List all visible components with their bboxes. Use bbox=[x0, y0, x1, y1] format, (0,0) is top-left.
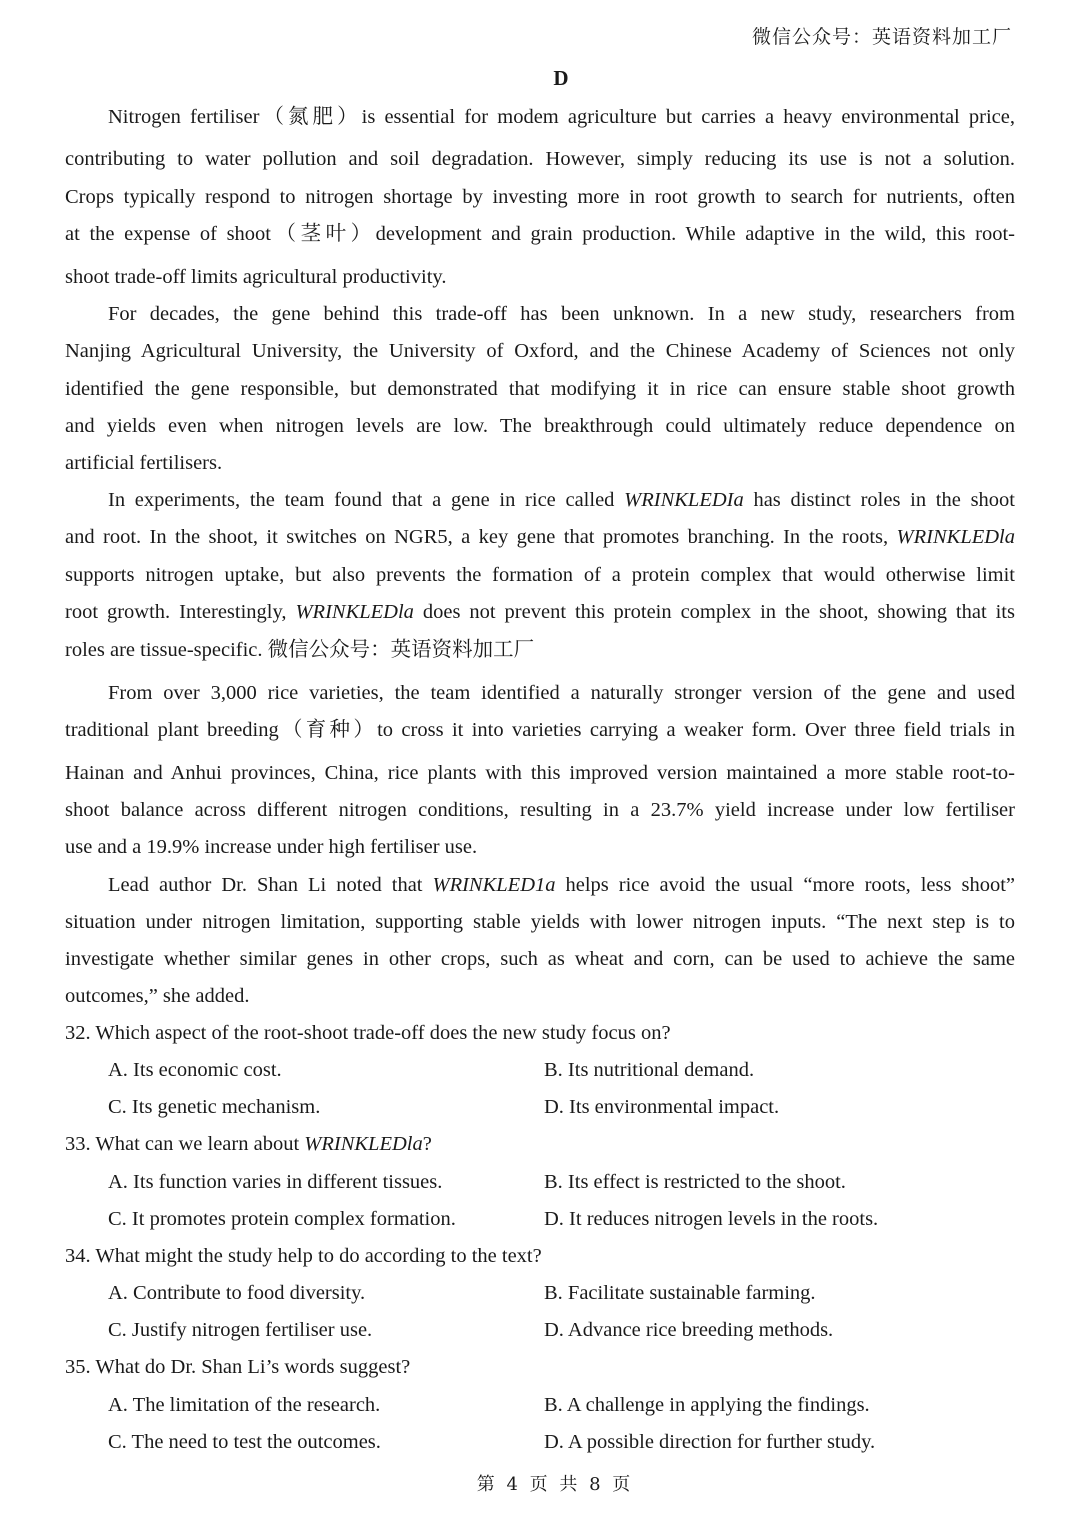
paragraph-1-line bbox=[108, 103, 1015, 131]
section-title: D bbox=[553, 66, 569, 90]
paragraph-2-line bbox=[65, 412, 1015, 440]
answer-option-b[interactable]: B. A challenge in applying the findings. bbox=[544, 1394, 870, 1416]
question-stem bbox=[65, 1019, 1015, 1047]
answer-option-c[interactable]: C. Justify nitrogen fertiliser use. bbox=[108, 1319, 373, 1341]
answer-option-d[interactable]: D. It reduces nitrogen levels in the roots. bbox=[544, 1208, 879, 1230]
text-run: supports nitrogen uptake, but also prevents the formation of a protein complex that would otherwise limit bbox=[65, 564, 1015, 586]
text-run: has distinct roles in the shoot bbox=[743, 489, 1015, 511]
paragraph-3-line bbox=[65, 561, 1015, 589]
paragraph-1-line bbox=[65, 145, 1015, 173]
text-run: roles are tissue-specific. 微信公众号：英语资料加工厂 bbox=[65, 639, 535, 661]
text-run: investigate whether similar genes in other crops, such as wheat and corn, can be used to achieve the same bbox=[65, 948, 1015, 970]
text-run: shoot trade-off limits agricultural productivity. bbox=[65, 266, 447, 288]
question-stem bbox=[65, 1353, 1015, 1381]
paragraph-3-line bbox=[65, 523, 1015, 551]
question-stem bbox=[65, 1242, 1015, 1270]
text-run: shoot balance across different nitrogen conditions, resulting in a 23.7% yield increase under low fertiliser bbox=[65, 799, 1015, 821]
text-run: 32. Which aspect of the root-shoot trade-off does the new study focus on? bbox=[65, 1022, 671, 1044]
text-run: root growth. Interestingly, bbox=[65, 601, 296, 623]
paragraph-4-line bbox=[108, 679, 1015, 707]
answer-option-d[interactable]: D. A possible direction for further study. bbox=[544, 1431, 876, 1453]
text-run: and yields even when nitrogen levels are low. The breakthrough could ultimately reduce dependence on bbox=[65, 415, 1015, 437]
text-run: Crops typically respond to nitrogen shortage by investing more in root growth to search for nutrients, often bbox=[65, 186, 1015, 208]
paragraph-5-line bbox=[65, 945, 1015, 973]
gene-name: WRINKLEDla bbox=[896, 526, 1015, 548]
text-run: 34. What might the study help to do according to the text? bbox=[65, 1245, 542, 1267]
paragraph-1-line bbox=[65, 263, 1015, 291]
text-run: From over 3,000 rice varieties, the team identified a naturally stronger version of the gene and used bbox=[108, 682, 1015, 704]
text-run: Nanjing Agricultural University, the University of Oxford, and the Chinese Academy of Sciences not only bbox=[65, 340, 1015, 362]
gene-name: WRINKLEDIa bbox=[624, 489, 744, 511]
text-run: ? bbox=[422, 1133, 432, 1155]
paragraph-4-line bbox=[65, 716, 1015, 744]
text-run: In experiments, the team found that a gene in rice called bbox=[108, 489, 625, 511]
text-run: does not prevent this protein complex in the shoot, showing that its bbox=[413, 601, 1015, 623]
text-run: use and a 19.9% increase under high fertiliser use. bbox=[65, 836, 478, 858]
answer-option-a[interactable]: A. Contribute to food diversity. bbox=[108, 1282, 366, 1304]
paragraph-1-line bbox=[65, 220, 1015, 248]
text-run: For decades, the gene behind this trade-off has been unknown. In a new study, researchers from bbox=[108, 303, 1015, 325]
gene-name: WRINKLED1a bbox=[432, 874, 556, 896]
paragraph-4-line bbox=[65, 759, 1015, 787]
text-run: at the expense of shoot（茎叶）development and grain production. While adaptive in the wild, this root- bbox=[65, 223, 1015, 245]
text-run: Lead author Dr. Shan Li noted that bbox=[108, 874, 433, 896]
answer-option-d[interactable]: D. Its environmental impact. bbox=[544, 1096, 780, 1118]
paragraph-2-line bbox=[65, 449, 1015, 477]
text-run: traditional plant breeding（育种）to cross it into varieties carrying a weaker form. Over three field trials in bbox=[65, 719, 1015, 741]
text-run: identified the gene responsible, but demonstrated that modifying it in rice can ensure stable shoot growth bbox=[65, 378, 1015, 400]
page-number: 第 4 页 共 8 页 bbox=[476, 1474, 634, 1495]
text-run: 35. What do Dr. Shan Li’s words suggest? bbox=[65, 1356, 411, 1378]
paragraph-5-line bbox=[108, 871, 1015, 899]
question-stem bbox=[65, 1130, 1015, 1158]
answer-option-b[interactable]: B. Its nutritional demand. bbox=[544, 1059, 755, 1081]
answer-option-b[interactable]: B. Facilitate sustainable farming. bbox=[544, 1282, 816, 1304]
paragraph-1-line bbox=[65, 183, 1015, 211]
text-run: and root. In the shoot, it switches on NGR5, a key gene that promotes branching. In the roots, bbox=[65, 526, 897, 548]
answer-option-d[interactable]: D. Advance rice breeding methods. bbox=[544, 1319, 834, 1341]
text-run: Nitrogen fertiliser（氮肥）is essential for modem agriculture but carries a heavy environmental price, bbox=[108, 106, 1015, 128]
text-run: outcomes,” she added. bbox=[65, 985, 250, 1007]
answer-option-a[interactable]: A. Its economic cost. bbox=[108, 1059, 282, 1081]
paragraph-3-line bbox=[108, 486, 1015, 514]
text-run: contributing to water pollution and soil degradation. However, simply reducing its use is not a solution. bbox=[65, 148, 1015, 170]
paragraph-3-line bbox=[65, 598, 1015, 626]
answer-option-c[interactable]: C. Its genetic mechanism. bbox=[108, 1096, 321, 1118]
answer-option-a[interactable]: A. The limitation of the research. bbox=[108, 1394, 381, 1416]
answer-option-b[interactable]: B. Its effect is restricted to the shoot. bbox=[544, 1171, 846, 1193]
paragraph-2-line bbox=[65, 375, 1015, 403]
paragraph-4-line bbox=[65, 833, 1015, 861]
paragraph-2-line bbox=[65, 337, 1015, 365]
gene-name: WRINKLEDla bbox=[295, 601, 414, 623]
paragraph-5-line bbox=[65, 908, 1015, 936]
answer-option-c[interactable]: C. The need to test the outcomes. bbox=[108, 1431, 381, 1453]
text-run: situation under nitrogen limitation, supporting stable yields with lower nitrogen inputs. “The next step is to bbox=[65, 911, 1015, 933]
paragraph-5-line bbox=[65, 982, 1015, 1010]
answer-option-a[interactable]: A. Its function varies in different tissues. bbox=[108, 1171, 443, 1193]
text-run: Hainan and Anhui provinces, China, rice plants with this improved version maintained a more stable root-to- bbox=[65, 762, 1015, 784]
gene-name: WRINKLEDla bbox=[304, 1133, 423, 1155]
text-run: 33. What can we learn about bbox=[65, 1133, 305, 1155]
watermark-header: 微信公众号：英语资料加工厂 bbox=[751, 26, 1012, 48]
paragraph-4-line bbox=[65, 796, 1015, 824]
answer-option-c[interactable]: C. It promotes protein complex formation. bbox=[108, 1208, 456, 1230]
paragraph-3-line bbox=[65, 636, 1015, 664]
text-run: helps rice avoid the usual “more roots, less shoot” bbox=[555, 874, 1015, 896]
text-run: artificial fertilisers. bbox=[65, 452, 223, 474]
paragraph-2-line bbox=[108, 300, 1015, 328]
